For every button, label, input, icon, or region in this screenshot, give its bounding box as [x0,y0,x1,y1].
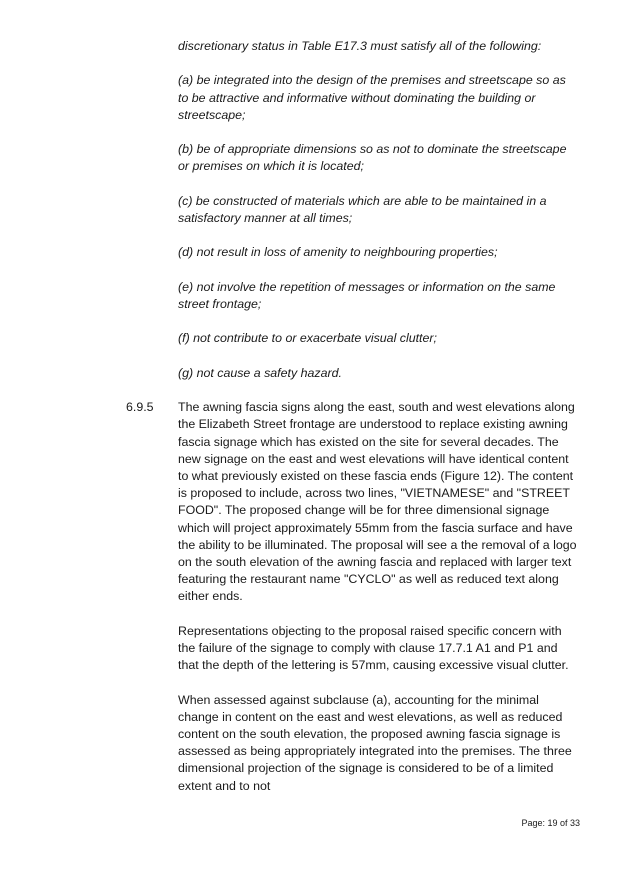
criterion-f: (f) not contribute to or exacerbate visual clutter; [178,331,437,346]
criterion-c: (c) be constructed of materials which are able to be maintained in a satisfactory manner at all times; [178,193,547,225]
criteria-intro: discretionary status in Table E17.3 must satisfy all of the following: [178,39,542,53]
criterion-b: (b) be of appropriate dimensions so as not to dominate the streetscape or premises on which it is located; [178,142,567,174]
criterion-a: (a) be integrated into the design of the premises and streetscape so as to be attractive and informative without dominating the building or streetscape; [178,73,566,122]
criterion-g: (g) not cause a safety hazard. [178,365,342,380]
criterion-d: (d) not result in loss of amenity to neighbouring properties; [178,245,498,260]
section-paragraph: The awning fascia signs along the east, south and west elevations along the Elizabeth Street frontage are understood to replace existing awning fascia signage which has existed on the site for several decades. The new signage on the east and west elevations will have identical content to what previously existed on these fascia ends (Figure 12). The content is proposed to include, across two lines, "VIETNAMESE" and "STREET FOOD". The proposed change will be for three dimensional signage which will project approximately 55mm from the fascia surface and have the ability to be illuminated. The proposal will see a the removal of a logo on the south elevation of the awning fascia and replaced with larger text featuring the restaurant name "CYCLO" as well as reduced text along either ends. [178,400,577,604]
page-number: Page: 19 of 33 [521,818,580,828]
section-number: 6.9.5 [126,400,154,415]
section-6-9-5 [126,399,578,795]
criterion-e: (e) not involve the repetition of messages or information on the same street frontage; [178,279,556,311]
page-content [126,38,578,812]
section-paragraph: Representations objecting to the proposal raised specific concern with the failure of the signage to comply with clause 17.7.1 A1 and P1 and that the depth of the lettering is 57mm, causing excessive visual clutter. [178,623,569,673]
section-paragraph: When assessed against subclause (a), accounting for the minimal change in content on the east and west elevations, as well as reduced content on the south elevation, the proposed awning fascia signage is assessed as being appropriately integrated into the premises. The three dimensional projection of the signage is considered to be of a limited extent and to not [178,692,572,793]
